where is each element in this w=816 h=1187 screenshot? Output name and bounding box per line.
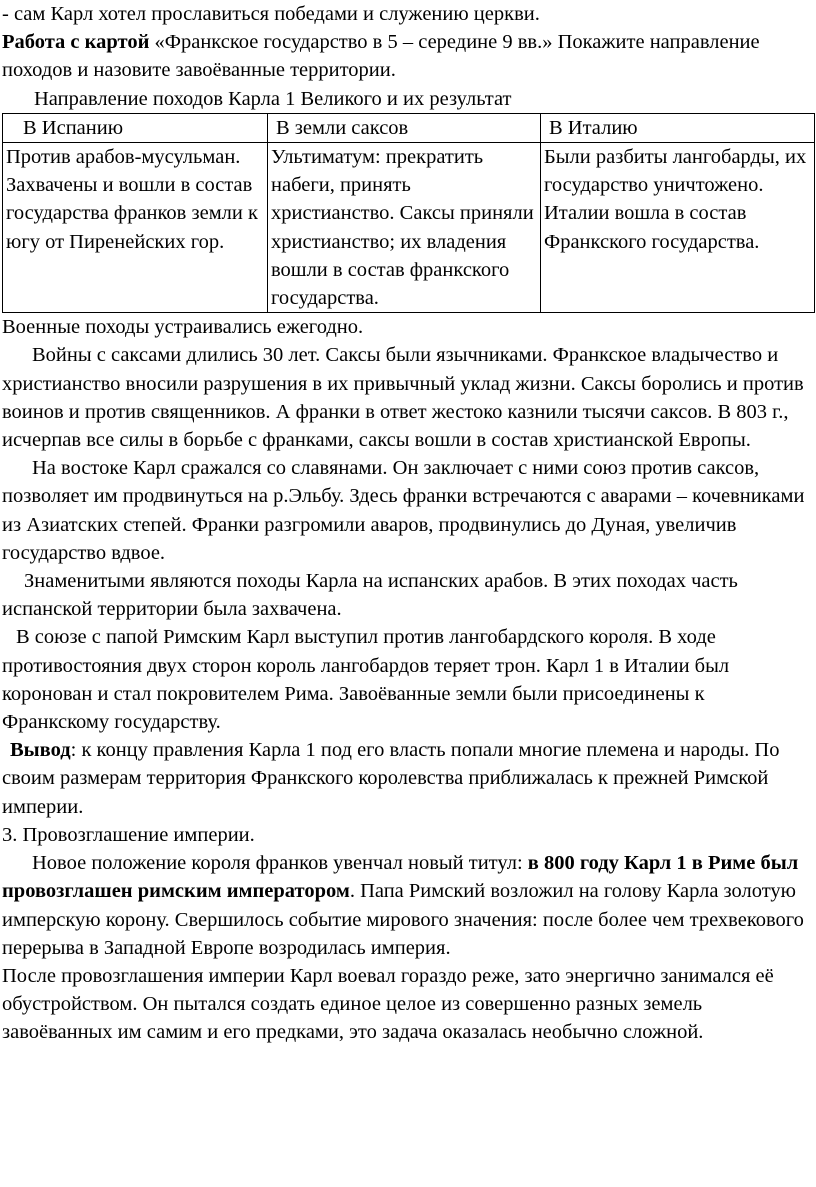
paragraph: На востоке Карл сражался со славянами. Он заключает с ними союз против саксов, позволяет им продвинуться на р.Эльбу. Здесь франки встречаются с аварами – кочевниками из Азиатских степей. Франки разгромили аваров, продвинулись до Дуная, увеличив государство вдвое.: [2, 457, 805, 564]
intro-line: - сам Карл хотел прославиться победами и служению церкви.: [2, 3, 540, 25]
table-caption: Направление походов Карла 1 Великого и их результат: [34, 87, 512, 110]
p6-rest: . Папа Римский возложил на голову Карла золотую имперскую корону. Свершилось событие мирового значения: после более чем трехвекового перерыва в Западной Европе возродилась империя.: [2, 880, 804, 959]
paragraph: Знаменитыми являются походы Карла на испанских арабов. В этих походах часть испанской территории была захвачена.: [2, 570, 738, 621]
p6-bold: в 800 году Карл 1 в Риме был провозглашен римским императором: [2, 852, 799, 903]
paragraph: В союзе с папой Римским Карл выступил против лангобардского короля. В ходе противостояния двух сторон король лангобардов теряет трон. Карл 1 в Италии был коронован и стал покровителем Рима. Завоёванные земли были присоединены к Франкскому государству.: [2, 626, 730, 734]
map-task-text: «Франкское государство в 5 – середине 9 вв.» Покажите направление походов и назовите завоёванные территории.: [2, 31, 760, 82]
conclusion-paragraph: [2, 736, 814, 821]
header-spain: В Испанию: [3, 113, 268, 142]
cell-italy: Были разбиты лангобарды, их государство уничтожено. Италии вошла в состав Франкского государства.: [541, 143, 815, 313]
table-row: [3, 143, 815, 313]
table-header-row: [3, 113, 815, 142]
header-italy: В Италию: [541, 113, 815, 142]
conclusion-text: : к концу правления Карла 1 под его власть попали многие племена и народы. По своим размерам территория Франкского королевства приближалась к прежней Римской империи.: [2, 739, 780, 818]
map-task: [2, 28, 814, 84]
p6-start: Новое положение короля франков увенчал новый титул:: [32, 852, 528, 875]
header-saxons: В земли саксов: [268, 113, 541, 142]
paragraph: После провозглашения империи Карл воевал гораздо реже, зато энергично занимался её обустройством. Он пытался создать единое целое из совершенно разных земель завоёванных им самим и его предками, это задача оказалась необычно сложной.: [2, 964, 774, 1044]
paragraph: [2, 849, 814, 962]
paragraph: Войны с саксами длились 30 лет. Саксы были язычниками. Франкское владычество и христианство вносили разрушения в их привычный уклад жизни. Саксы боролись и против воинов и против священников. А франки в ответ жестоко казнили тысячи саксов. В 803 г., исчерпав все силы в борьбе с франками, саксы вошли в состав христианской Европы.: [2, 344, 804, 452]
section-heading: 3. Провозглашение империи.: [2, 823, 255, 846]
cell-saxons: Ультиматум: прекратить набеги, принять христианство. Саксы приняли христианство; их владения вошли в состав франкского государства.: [268, 143, 541, 313]
campaigns-table: [2, 113, 815, 313]
conclusion-label: Вывод: [10, 739, 71, 762]
cell-spain: Против арабов-мусульман. Захвачены и вошли в состав государства франков земли к югу от Пиренейских гор.: [3, 143, 268, 313]
paragraph: Военные походы устраивались ежегодно.: [2, 316, 364, 339]
map-task-label: Работа с картой: [2, 31, 150, 54]
